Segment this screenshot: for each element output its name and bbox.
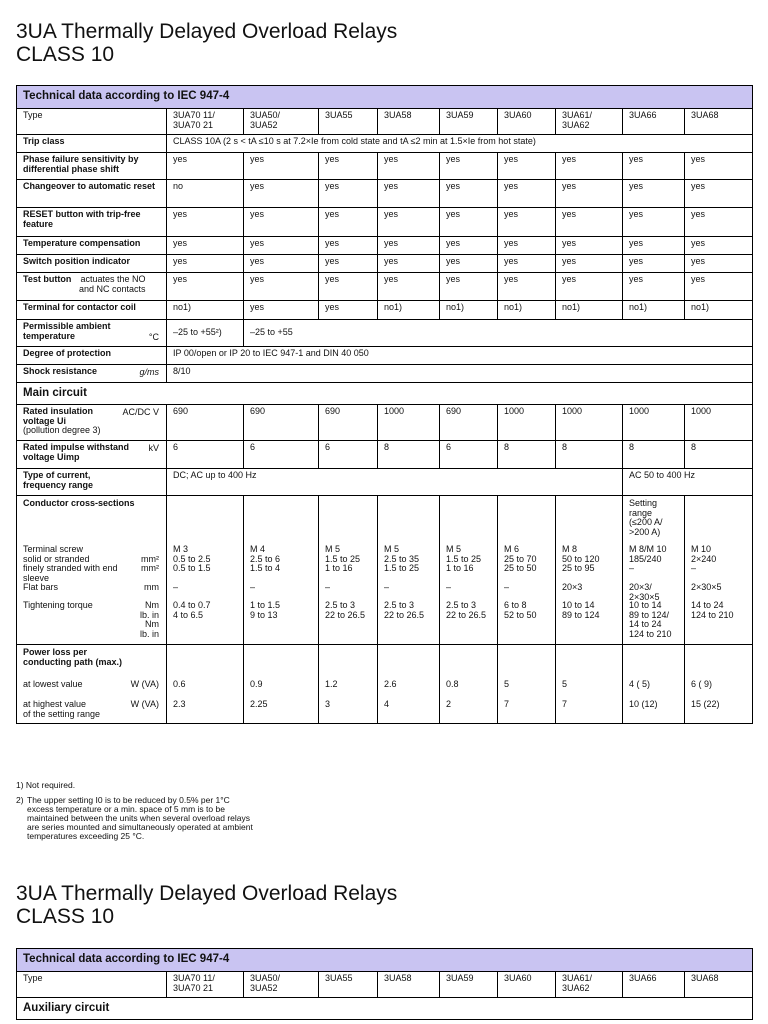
reset-button-cell: yes: [685, 208, 753, 237]
test-button-sublabel: actuates the NO and NC contacts: [79, 274, 146, 294]
terminal-coil-cell: no1): [685, 301, 753, 320]
type-row: [17, 109, 753, 135]
insulation-voltage-cell: 1000: [556, 405, 623, 441]
tightening-torque-value: 10 to 14 89 to 124/ 14 to 24 124 to 210: [629, 600, 672, 639]
phase-failure-label: Phase failure sensitivity by differential phase shift: [23, 154, 139, 174]
power-loss-cell: [244, 645, 319, 724]
terminal-coil-cell: no1): [556, 301, 623, 320]
type-row: [17, 972, 753, 998]
footnote-1: [16, 781, 256, 790]
power-loss-highest-value: 3: [325, 699, 331, 709]
switch-position-cell: yes: [498, 255, 556, 273]
conductor-cell: [167, 496, 244, 645]
changeover-cell: yes: [556, 180, 623, 208]
impulse-voltage-cell: 8: [623, 441, 685, 469]
table-header: Technical data according to IEC 947-4: [17, 86, 753, 109]
type-cell: 3UA59: [440, 972, 498, 998]
insulation-voltage-cell: 1000: [378, 405, 440, 441]
conductor-cell: [440, 496, 498, 645]
conductor-label: Conductor cross-sections: [23, 498, 135, 508]
impulse-voltage-cell: 8: [378, 441, 440, 469]
terminal-coil-cell: no1): [623, 301, 685, 320]
flat-bars-value: –: [446, 582, 452, 592]
test-button-cell: yes: [167, 273, 244, 301]
tightening-torque-value: 10 to 14 89 to 124: [562, 600, 600, 620]
phase-failure-cell: yes: [244, 153, 319, 180]
impulse-voltage-cell: 6: [440, 441, 498, 469]
phase-failure-cell: yes: [498, 153, 556, 180]
changeover-cell: no: [167, 180, 244, 208]
insulation-voltage-cell: 1000: [498, 405, 556, 441]
flat-bars-value: –: [250, 582, 256, 592]
shock-resistance-unit: g/ms: [139, 367, 159, 377]
changeover-cell: yes: [319, 180, 378, 208]
reset-button-row: [17, 208, 753, 237]
power-loss-cell: [319, 645, 378, 724]
type-label: Type: [17, 972, 167, 998]
power-loss-highest-value: 2.25: [250, 699, 268, 709]
terminal-screw-value: M 8/M 10 185/240 –: [629, 544, 667, 573]
flat-bars-label: Flat bars: [23, 582, 59, 592]
current-type-row: [17, 469, 753, 496]
setting-range-note: Setting range (≤200 A/ >200 A): [629, 498, 663, 537]
insulation-voltage-unit: AC/DC V: [122, 407, 159, 417]
conductor-cell: [378, 496, 440, 645]
conductor-row: [17, 496, 753, 645]
shock-resistance-row: [17, 365, 753, 383]
technical-data-table: [16, 85, 753, 724]
auxiliary-circuit-heading: Auxiliary circuit: [17, 998, 753, 1020]
terminal-coil-row: [17, 301, 753, 320]
terminal-coil-cell: yes: [244, 301, 319, 320]
impulse-voltage-label: Rated impulse withstand voltage Uimp: [23, 442, 130, 462]
test-button-cell: yes: [319, 273, 378, 301]
insulation-voltage-sublabel: (pollution degree 3): [23, 425, 101, 435]
power-loss-lowest-value: 4 ( 5): [629, 679, 651, 689]
switch-position-row: [17, 255, 753, 273]
power-loss-cell: [167, 645, 244, 724]
temperature-compensation-cell: yes: [167, 237, 244, 255]
reset-button-cell: yes: [623, 208, 685, 237]
temperature-compensation-cell: yes: [685, 237, 753, 255]
protection-label: Degree of protection: [23, 348, 112, 358]
impulse-voltage-unit: kV: [148, 443, 159, 453]
table-header-row: [17, 86, 753, 109]
impulse-voltage-cell: 8: [556, 441, 623, 469]
type-cell: 3UA58: [378, 109, 440, 135]
power-loss-lowest-value: 2.6: [384, 679, 397, 689]
power-loss-lowest-value: 0.9: [250, 679, 263, 689]
tightening-torque-label: Tightening torque: [23, 600, 93, 610]
terminal-coil-cell: yes: [319, 301, 378, 320]
title-line-1: 3UA Thermally Delayed Overload Relays: [16, 882, 398, 905]
terminal-screw-value: M 5 1.5 to 25 1 to 16: [325, 544, 361, 573]
power-loss-cell: [556, 645, 623, 724]
switch-position-cell: yes: [378, 255, 440, 273]
flat-bars-value: –: [173, 582, 179, 592]
shock-resistance-value: 8/10: [167, 365, 753, 383]
test-button-cell: yes: [623, 273, 685, 301]
ambient-temperature-row: [17, 320, 753, 347]
conductor-cell: [319, 496, 378, 645]
protection-row: [17, 347, 753, 365]
power-loss-label: Power loss per conducting path (max.): [23, 647, 122, 667]
power-loss-highest-value: 7: [562, 699, 568, 709]
insulation-voltage-cell: 690: [319, 405, 378, 441]
flat-bars-value: –: [504, 582, 510, 592]
power-loss-highest-value: 10 (12): [629, 699, 658, 709]
tightening-torque-value: 2.5 to 3 22 to 26.5: [325, 600, 366, 620]
terminal-screw-value: M 10 2×240 –: [691, 544, 717, 573]
reset-button-cell: yes: [167, 208, 244, 237]
insulation-voltage-cell: 1000: [685, 405, 753, 441]
phase-failure-row: [17, 153, 753, 180]
phase-failure-cell: yes: [378, 153, 440, 180]
flat-bars-value: –: [325, 582, 331, 592]
tightening-torque-units: Nm lb. in Nm lb. in: [139, 600, 159, 639]
page-title-2: [16, 882, 397, 928]
main-circuit-heading: Main circuit: [17, 383, 753, 405]
switch-position-cell: yes: [440, 255, 498, 273]
switch-position-cell: yes: [244, 255, 319, 273]
temperature-compensation-cell: yes: [244, 237, 319, 255]
terminal-screw-value: M 5 2.5 to 35 1.5 to 25: [384, 544, 420, 573]
phase-failure-cell: yes: [319, 153, 378, 180]
terminal-screw-value: M 4 2.5 to 6 1.5 to 4: [250, 544, 281, 573]
flat-bars-unit: mm: [144, 582, 159, 592]
reset-button-cell: yes: [498, 208, 556, 237]
title-line-1: 3UA Thermally Delayed Overload Relays: [16, 20, 398, 43]
tightening-torque-value: 14 to 24 124 to 210: [691, 600, 734, 620]
protection-value: IP 00/open or IP 20 to IEC 947-1 and DIN 40 050: [167, 347, 753, 365]
insulation-voltage-label: Rated insulation voltage Ui: [23, 406, 94, 426]
temperature-compensation-cell: yes: [556, 237, 623, 255]
power-loss-highest-value: 7: [504, 699, 510, 709]
temperature-compensation-cell: yes: [378, 237, 440, 255]
power-loss-lowest-value: 0.6: [173, 679, 186, 689]
trip-class-value: CLASS 10A (2 s < tA ≤10 s at 7.2×Ie from cold state and tA ≤2 min at 1.5×Ie from hot state): [167, 135, 753, 153]
test-button-cell: yes: [498, 273, 556, 301]
conductor-cell: [498, 496, 556, 645]
type-cell: 3UA66: [623, 972, 685, 998]
test-button-row: [17, 273, 753, 301]
footnote-2-number: 2): [16, 795, 24, 805]
conductor-cell: [685, 496, 753, 645]
highest-value-unit: W (VA): [130, 699, 159, 709]
insulation-voltage-cell: 1000: [623, 405, 685, 441]
footnote-1-text: 1) Not required.: [16, 780, 76, 790]
power-loss-lowest-value: 1.2: [325, 679, 338, 689]
type-cell: 3UA61/ 3UA62: [556, 109, 623, 135]
type-label: Type: [17, 109, 167, 135]
trip-class-row: [17, 135, 753, 153]
terminal-screw-value: M 3 0.5 to 2.5 0.5 to 1.5: [173, 544, 211, 573]
tightening-torque-value: 2.5 to 3 22 to 26.5: [384, 600, 425, 620]
terminal-screw-value: M 8 50 to 120 25 to 95: [562, 544, 600, 573]
terminal-coil-cell: no1): [167, 301, 244, 320]
ambient-temperature-unit: °C: [148, 332, 159, 342]
type-cell: 3UA50/ 3UA52: [244, 109, 319, 135]
highest-value-label: at highest value of the setting range: [23, 699, 101, 719]
power-loss-row: [17, 645, 753, 724]
terminal-coil-cell: no1): [378, 301, 440, 320]
type-cell: 3UA66: [623, 109, 685, 135]
terminal-screw-label: Terminal screw solid or stranded finely stranded with end sleeve: [23, 544, 118, 583]
technical-data-table-2: [16, 948, 753, 1020]
test-button-cell: yes: [556, 273, 623, 301]
footnote-2: [16, 796, 256, 841]
power-loss-lowest-value: 5: [504, 679, 510, 689]
type-cell: 3UA60: [498, 109, 556, 135]
changeover-cell: yes: [440, 180, 498, 208]
power-loss-lowest-value: 0.8: [446, 679, 459, 689]
table-header-row: [17, 949, 753, 972]
switch-position-cell: yes: [319, 255, 378, 273]
reset-button-cell: yes: [244, 208, 319, 237]
temperature-compensation-cell: yes: [498, 237, 556, 255]
power-loss-highest-value: 2: [446, 699, 452, 709]
temperature-compensation-cell: yes: [440, 237, 498, 255]
power-loss-highest-value: 15 (22): [691, 699, 720, 709]
conductor-cell: [556, 496, 623, 645]
current-type-label: Type of current, frequency range: [23, 470, 94, 490]
insulation-voltage-cell: 690: [167, 405, 244, 441]
shock-resistance-label: Shock resistance: [23, 366, 98, 376]
type-cell: 3UA59: [440, 109, 498, 135]
type-cell: 3UA68: [685, 109, 753, 135]
insulation-voltage-row: [17, 405, 753, 441]
impulse-voltage-row: [17, 441, 753, 469]
temperature-compensation-cell: yes: [623, 237, 685, 255]
switch-position-cell: yes: [167, 255, 244, 273]
power-loss-cell: [378, 645, 440, 724]
impulse-voltage-cell: 6: [244, 441, 319, 469]
changeover-cell: yes: [244, 180, 319, 208]
temperature-compensation-label: Temperature compensation: [23, 238, 141, 248]
impulse-voltage-cell: 8: [498, 441, 556, 469]
type-cell: 3UA70 11/ 3UA70 21: [167, 972, 244, 998]
test-button-label: Test button: [23, 274, 72, 284]
lowest-value-label: at lowest value: [23, 679, 83, 689]
power-loss-cell: [498, 645, 556, 724]
power-loss-lowest-value: 5: [562, 679, 568, 689]
conductor-cell: [244, 496, 319, 645]
changeover-row: [17, 180, 753, 208]
table-header: Technical data according to IEC 947-4: [17, 949, 753, 972]
current-type-value-1: DC; AC up to 400 Hz: [167, 469, 623, 496]
type-cell: 3UA60: [498, 972, 556, 998]
main-circuit-row: [17, 383, 753, 405]
current-type-value-2: AC 50 to 400 Hz: [623, 469, 753, 496]
insulation-voltage-cell: 690: [440, 405, 498, 441]
changeover-cell: yes: [623, 180, 685, 208]
type-cell: 3UA61/ 3UA62: [556, 972, 623, 998]
phase-failure-cell: yes: [623, 153, 685, 180]
impulse-voltage-cell: 6: [319, 441, 378, 469]
power-loss-cell: [685, 645, 753, 724]
phase-failure-cell: yes: [440, 153, 498, 180]
type-cell: 3UA70 11/ 3UA70 21: [167, 109, 244, 135]
title-line-2: CLASS 10: [16, 905, 115, 928]
type-cell: 3UA55: [319, 109, 378, 135]
reset-button-cell: yes: [378, 208, 440, 237]
phase-failure-cell: yes: [556, 153, 623, 180]
test-button-cell: yes: [244, 273, 319, 301]
switch-position-cell: yes: [556, 255, 623, 273]
power-loss-cell: [440, 645, 498, 724]
insulation-voltage-cell: 690: [244, 405, 319, 441]
reset-button-cell: yes: [440, 208, 498, 237]
ambient-temperature-label: Permissible ambient temperature: [23, 321, 111, 341]
ambient-temperature-value-1: –25 to +55²): [167, 320, 244, 347]
tightening-torque-value: 0.4 to 0.7 4 to 6.5: [173, 600, 211, 620]
temperature-compensation-cell: yes: [319, 237, 378, 255]
temperature-compensation-row: [17, 237, 753, 255]
terminal-coil-cell: no1): [498, 301, 556, 320]
switch-position-label: Switch position indicator: [23, 256, 131, 266]
tightening-torque-value: 2.5 to 3 22 to 26.5: [446, 600, 487, 620]
type-cell: 3UA68: [685, 972, 753, 998]
terminal-coil-cell: no1): [440, 301, 498, 320]
conductor-cell: [623, 496, 685, 645]
terminal-screw-value: M 5 1.5 to 25 1 to 16: [446, 544, 482, 573]
flat-bars-value: 2×30×5: [691, 582, 722, 592]
ambient-temperature-value-2: –25 to +55: [244, 320, 753, 347]
changeover-cell: yes: [378, 180, 440, 208]
page-title: [16, 20, 397, 66]
tightening-torque-value: 6 to 8 52 to 50: [504, 600, 537, 620]
lowest-value-unit: W (VA): [130, 679, 159, 689]
power-loss-cell: [623, 645, 685, 724]
changeover-cell: yes: [498, 180, 556, 208]
flat-bars-value: –: [384, 582, 390, 592]
test-button-cell: yes: [440, 273, 498, 301]
impulse-voltage-cell: 6: [167, 441, 244, 469]
impulse-voltage-cell: 8: [685, 441, 753, 469]
type-cell: 3UA50/ 3UA52: [244, 972, 319, 998]
terminal-coil-label: Terminal for contactor coil: [23, 302, 136, 312]
reset-button-cell: yes: [319, 208, 378, 237]
title-line-2: CLASS 10: [16, 43, 115, 66]
tightening-torque-value: 1 to 1.5 9 to 13: [250, 600, 281, 620]
reset-button-cell: yes: [556, 208, 623, 237]
type-cell: 3UA55: [319, 972, 378, 998]
type-cell: 3UA58: [378, 972, 440, 998]
power-loss-highest-value: 2.3: [173, 699, 186, 709]
footnote-2-text: The upper setting I0 is to be reduced by 0.5% per 1°C excess temperature or a min. space of 5 mm is to be maintained between the units when several overload relays are series mounted and simultaneously operated at ambient temperatures exceeding 25 °C.: [27, 795, 253, 841]
terminal-screw-units: mm² mm²: [141, 553, 159, 573]
power-loss-lowest-value: 6 ( 9): [691, 679, 713, 689]
terminal-screw-value: M 6 25 to 70 25 to 50: [504, 544, 537, 573]
changeover-cell: yes: [685, 180, 753, 208]
switch-position-cell: yes: [623, 255, 685, 273]
flat-bars-value: 20×3: [562, 582, 583, 592]
reset-button-label: RESET button with trip-free feature: [23, 209, 141, 229]
power-loss-highest-value: 4: [384, 699, 390, 709]
switch-position-cell: yes: [685, 255, 753, 273]
test-button-cell: yes: [685, 273, 753, 301]
phase-failure-cell: yes: [685, 153, 753, 180]
flat-bars-value: 20×3/ 2×30×5: [629, 582, 660, 602]
phase-failure-cell: yes: [167, 153, 244, 180]
changeover-label: Changeover to automatic reset: [23, 181, 156, 191]
trip-class-label: Trip class: [23, 136, 65, 146]
auxiliary-circuit-row: [17, 998, 753, 1020]
test-button-cell: yes: [378, 273, 440, 301]
